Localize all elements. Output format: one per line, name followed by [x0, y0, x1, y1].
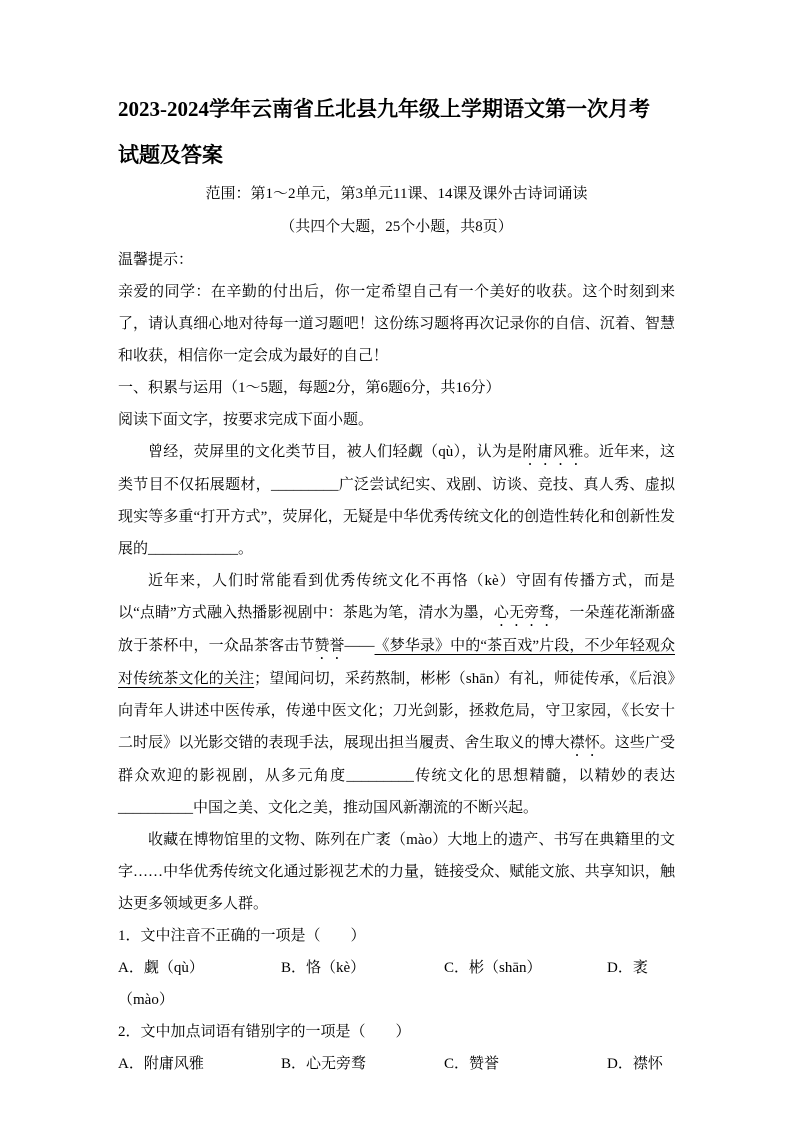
section-1-heading: 一、积累与运用（1～5题，每题2分，第6题6分，共16分） — [118, 380, 501, 396]
question-2-option-b: B．心无旁骛 — [281, 1056, 367, 1072]
question-2-option-c: C．赞誉 — [444, 1056, 500, 1072]
text-segment: ；望闻问切，采药熬制，彬彬（shān）有礼，师徒传承，《后浪》向青年人讲述中医传承，传递中医文化；刀光剑影，拯救危局，守卫家园，《长安十二时辰》以光影交错的表现手法，展现出担当履责、舍生取义的博大 — [118, 671, 675, 751]
question-1-option-a: A．觑（qù） — [118, 960, 204, 976]
text-segment: —— — [344, 638, 375, 654]
dotted-word-jinhuai: 襟怀 — [569, 735, 600, 751]
question-2-option-a: A．附庸风雅 — [118, 1056, 204, 1072]
question-2-options-row — [118, 1048, 675, 1080]
reading-passage-paragraph-3: 收藏在博物馆里的文物、陈列在广袤（mào）大地上的遗产、书写在典籍里的文字……中华优秀传统文化通过影视艺术的力量，链接受众、赋能文旅、共享知识，触达更多领域更多人群。 — [118, 832, 675, 912]
question-1-options-row — [118, 952, 675, 984]
text-segment: 近年来，人们时常能看到优秀传统文化不再恪（kè）守固有传播方式，而是以“点睛”方式融入热播影视剧中：茶匙为笔，清水为墨， — [118, 573, 675, 621]
text-segment: 曾经，荧屏里的文化类节目，被人们轻觑（qù），认为是 — [148, 444, 523, 460]
dotted-word-xinwupangwu: 心无旁骛 — [493, 605, 555, 621]
exam-structure-line: （共四个大题，25个小题，共8页） — [280, 219, 513, 235]
question-1-option-b: B．恪（kè） — [281, 960, 366, 976]
reading-passage-paragraph-2 — [118, 565, 675, 824]
tips-paragraph: 亲爱的同学：在辛勤的付出后，你一定希望自己有一个美好的收获。这个时刻到来了，请认真细心地对待每一道习题吧！这份练习题将再次记录你的自信、沉着、智慧和收获，相信你一定会成为最好的自己！ — [118, 284, 675, 364]
reading-instruction: 阅读下面文字，按要求完成下面小题。 — [118, 412, 374, 428]
document-title-line2: 试题及答案 — [118, 143, 223, 167]
tips-heading: 温馨提示： — [118, 252, 194, 268]
question-2-option-d: D．襟怀 — [607, 1056, 663, 1072]
document-title-line1: 2023-2024学年云南省丘北县九年级上学期语文第一次月考 — [118, 97, 650, 121]
dotted-word-fuyongfengya: 附庸风雅 — [522, 444, 584, 460]
exam-scope-line: 范围：第1～2单元，第3单元11课、14课及课外古诗词诵读 — [205, 186, 588, 202]
question-1-option-c: C．彬（shān） — [444, 960, 542, 976]
text-segment: 。近年来，这类节目不仅拓展题材，_________广泛尝试纪实、戏剧、访谈、竞技、真人秀、虚拟现实等多重“打开方式”，荧屏化，无疑是中华优秀传统文化的创造性转化和创新性发展的____________。 — [118, 444, 675, 557]
reading-passage-paragraph-1 — [118, 436, 675, 565]
question-1-stem: 1．文中注音不正确的一项是（ ） — [118, 928, 366, 944]
dotted-word-zanyu: 赞誉 — [314, 638, 345, 654]
question-1-option-d: D．袤 — [607, 960, 648, 976]
text-segment: ，一朵莲花渐渐盛放于茶杯中，一众品茶客击节 — [118, 605, 675, 654]
text-segment: 。这些广受群众欢迎的影视剧，从多元角度_________传统文化的思想精髓，以精妙的表达__________中国之美、文化之美，推动国风新潮流的不断兴起。 — [118, 735, 675, 816]
question-2-stem: 2．文中加点词语有错别字的一项是（ ） — [118, 1024, 411, 1040]
question-1-option-d-wrap: （mào） — [118, 992, 174, 1008]
underlined-sentence: 《梦华录》中的“茶百戏”片段，不少年轻观众对传统茶文化的关注 — [118, 638, 675, 687]
